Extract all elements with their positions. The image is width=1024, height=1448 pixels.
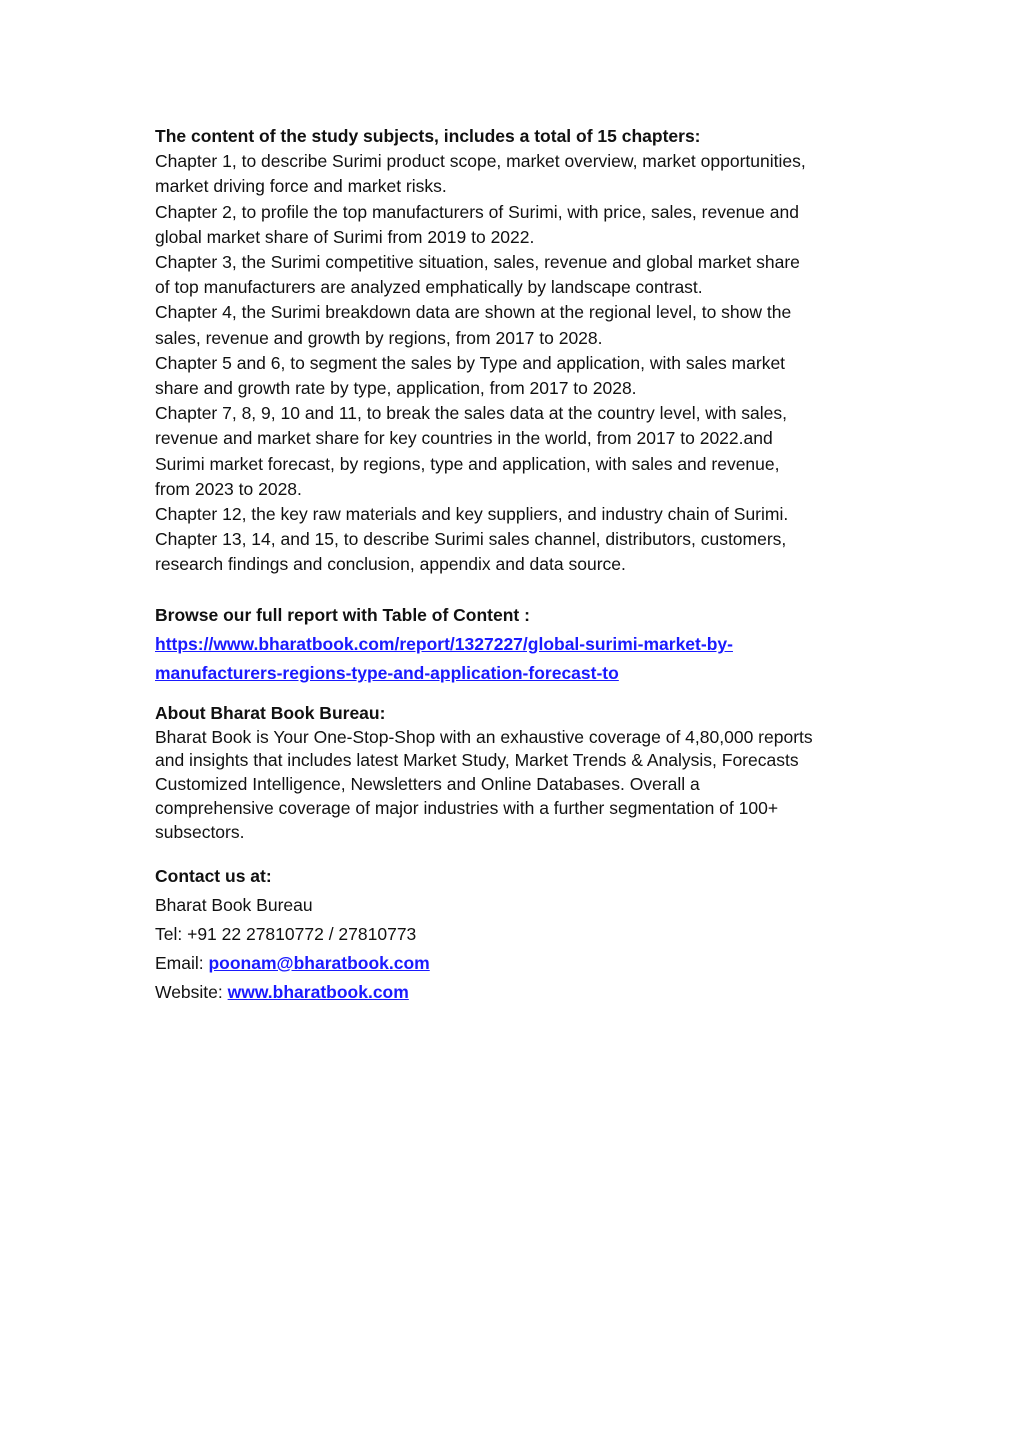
browse-section [155,603,875,688]
study-line: global market share of Surimi from 2019 to 2022. [155,226,535,247]
study-section [155,124,875,578]
study-line: Chapter 1, to describe Surimi product scope, market overview, market opportunities, [155,151,806,172]
email-label: Email: [155,952,209,973]
study-heading: The content of the study subjects, includes a total of 15 chapters: [155,126,701,146]
document-page [155,124,875,1007]
about-line: Bharat Book is Your One-Stop-Shop with an exhaustive coverage of 4,80,000 reports [155,726,813,747]
website-link[interactable]: www.bharatbook.com [227,981,409,1002]
study-line: of top manufacturers are analyzed emphatically by landscape contrast. [155,277,703,298]
study-line: Chapter 4, the Surimi breakdown data are shown at the regional level, to show the [155,302,792,323]
contact-heading: Contact us at: [155,865,272,886]
study-line: Chapter 3, the Surimi competitive situation, sales, revenue and global market share [155,252,800,273]
contact-section [155,862,875,1007]
study-line: Chapter 12, the key raw materials and key suppliers, and industry chain of Surimi. [155,504,789,525]
about-line: and insights that includes latest Market Study, Market Trends & Analysis, Forecasts [155,750,799,771]
email-link[interactable]: poonam@bharatbook.com [208,952,430,973]
website-label: Website: [155,981,228,1002]
report-link-line-2[interactable]: manufacturers-regions-type-and-application-forecast-to [155,662,619,683]
study-line: Chapter 7, 8, 9, 10 and 11, to break the sales data at the country level, with sales, [155,403,787,424]
study-line: Chapter 13, 14, and 15, to describe Surimi sales channel, distributors, customers, [155,529,787,550]
about-line: subsectors. [155,821,245,842]
study-line: from 2023 to 2028. [155,478,302,499]
spacer [155,578,875,603]
study-line: market driving force and market risks. [155,176,447,197]
about-heading: About Bharat Book Bureau: [155,702,386,723]
report-link-line-1[interactable]: https://www.bharatbook.com/report/1327227/global-surimi-market-by- [155,633,733,654]
study-line: Surimi market forecast, by regions, type and application, with sales and revenue, [155,453,780,474]
company-name: Bharat Book Bureau [155,894,313,915]
study-line: revenue and market share for key countries in the world, from 2017 to 2022.and [155,428,773,449]
about-section [155,702,875,845]
report-link[interactable] [155,630,875,688]
telephone: Tel: +91 22 27810772 / 27810773 [155,923,417,944]
study-line: research findings and conclusion, appendix and data source. [155,554,626,575]
study-line: share and growth rate by type, application, from 2017 to 2028. [155,378,637,399]
study-line: sales, revenue and growth by regions, from 2017 to 2028. [155,327,603,348]
email-row [155,949,875,978]
website-row [155,978,875,1007]
study-line: Chapter 5 and 6, to segment the sales by Type and application, with sales market [155,352,786,373]
about-line: Customized Intelligence, Newsletters and Online Databases. Overall a [155,774,700,795]
browse-heading: Browse our full report with Table of Content : [155,604,530,625]
study-line: Chapter 2, to profile the top manufacturers of Surimi, with price, sales, revenue and [155,201,799,222]
about-line: comprehensive coverage of major industries with a further segmentation of 100+ [155,798,779,819]
